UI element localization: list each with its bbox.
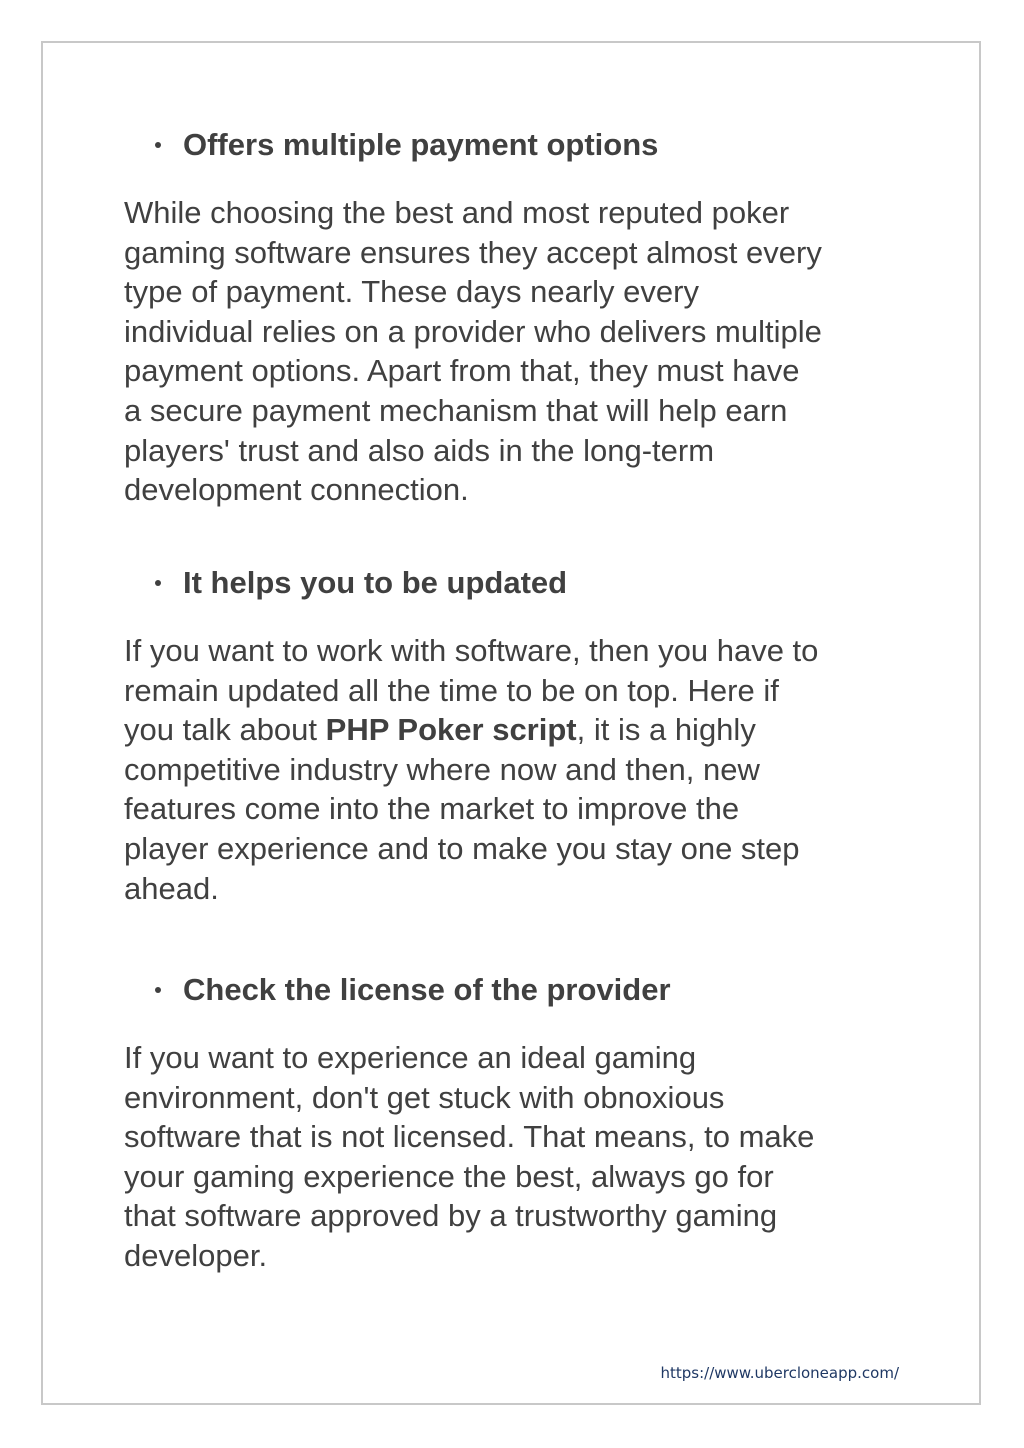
text-line: If you want to experience an ideal gaming — [124, 1040, 697, 1075]
text-line: type of payment. These days nearly every — [124, 274, 699, 310]
text-line: players' trust and also aids in the long-term — [124, 432, 715, 468]
text-line: player experience and to make you stay one step — [124, 830, 800, 866]
text-line: ahead. — [124, 870, 219, 906]
section-heading — [145, 972, 671, 1008]
text-line: software that is not licensed. That means, to make — [124, 1119, 815, 1155]
text-line: remain updated all the time to be on top. Here if — [124, 672, 779, 708]
bullet-icon — [155, 580, 161, 586]
emphasized-term: PHP Poker script — [325, 712, 577, 748]
text-line-with-emphasis: you talk about PHP Poker script, it is a highly — [124, 712, 756, 748]
text-line: environment, don't get stuck with obnoxious — [124, 1079, 725, 1115]
section-paragraph — [124, 193, 914, 510]
text-line: competitive industry where now and then, new — [124, 751, 760, 787]
text-line: a secure payment mechanism that will help earn — [124, 392, 788, 428]
text-line: features come into the market to improve the — [124, 791, 740, 827]
text-line: While choosing the best and most reputed poker — [124, 195, 790, 230]
bullet-icon — [155, 987, 161, 993]
section-heading — [145, 127, 658, 163]
heading-text: Offers multiple payment options — [183, 127, 659, 162]
text-line: developer. — [124, 1237, 268, 1273]
text-line: that software approved by a trustworthy gaming — [124, 1198, 778, 1234]
section-heading — [145, 565, 567, 601]
text-line: individual relies on a provider who delivers multiple — [124, 313, 822, 349]
text-line: development connection. — [124, 472, 469, 508]
text-line: payment options. Apart from that, they must have — [124, 353, 800, 389]
bullet-icon — [155, 142, 161, 148]
section-paragraph — [124, 631, 914, 908]
heading-text: It helps you to be updated — [183, 565, 568, 600]
text-line: your gaming experience the best, always go for — [124, 1158, 774, 1194]
section-paragraph — [124, 1038, 914, 1276]
text-line: gaming software ensures they accept almost every — [124, 234, 822, 270]
text-line: If you want to work with software, then you have to — [124, 633, 819, 668]
footer-url-link[interactable]: https://www.ubercloneapp.com/ — [660, 1364, 899, 1382]
heading-text: Check the license of the provider — [183, 972, 671, 1007]
